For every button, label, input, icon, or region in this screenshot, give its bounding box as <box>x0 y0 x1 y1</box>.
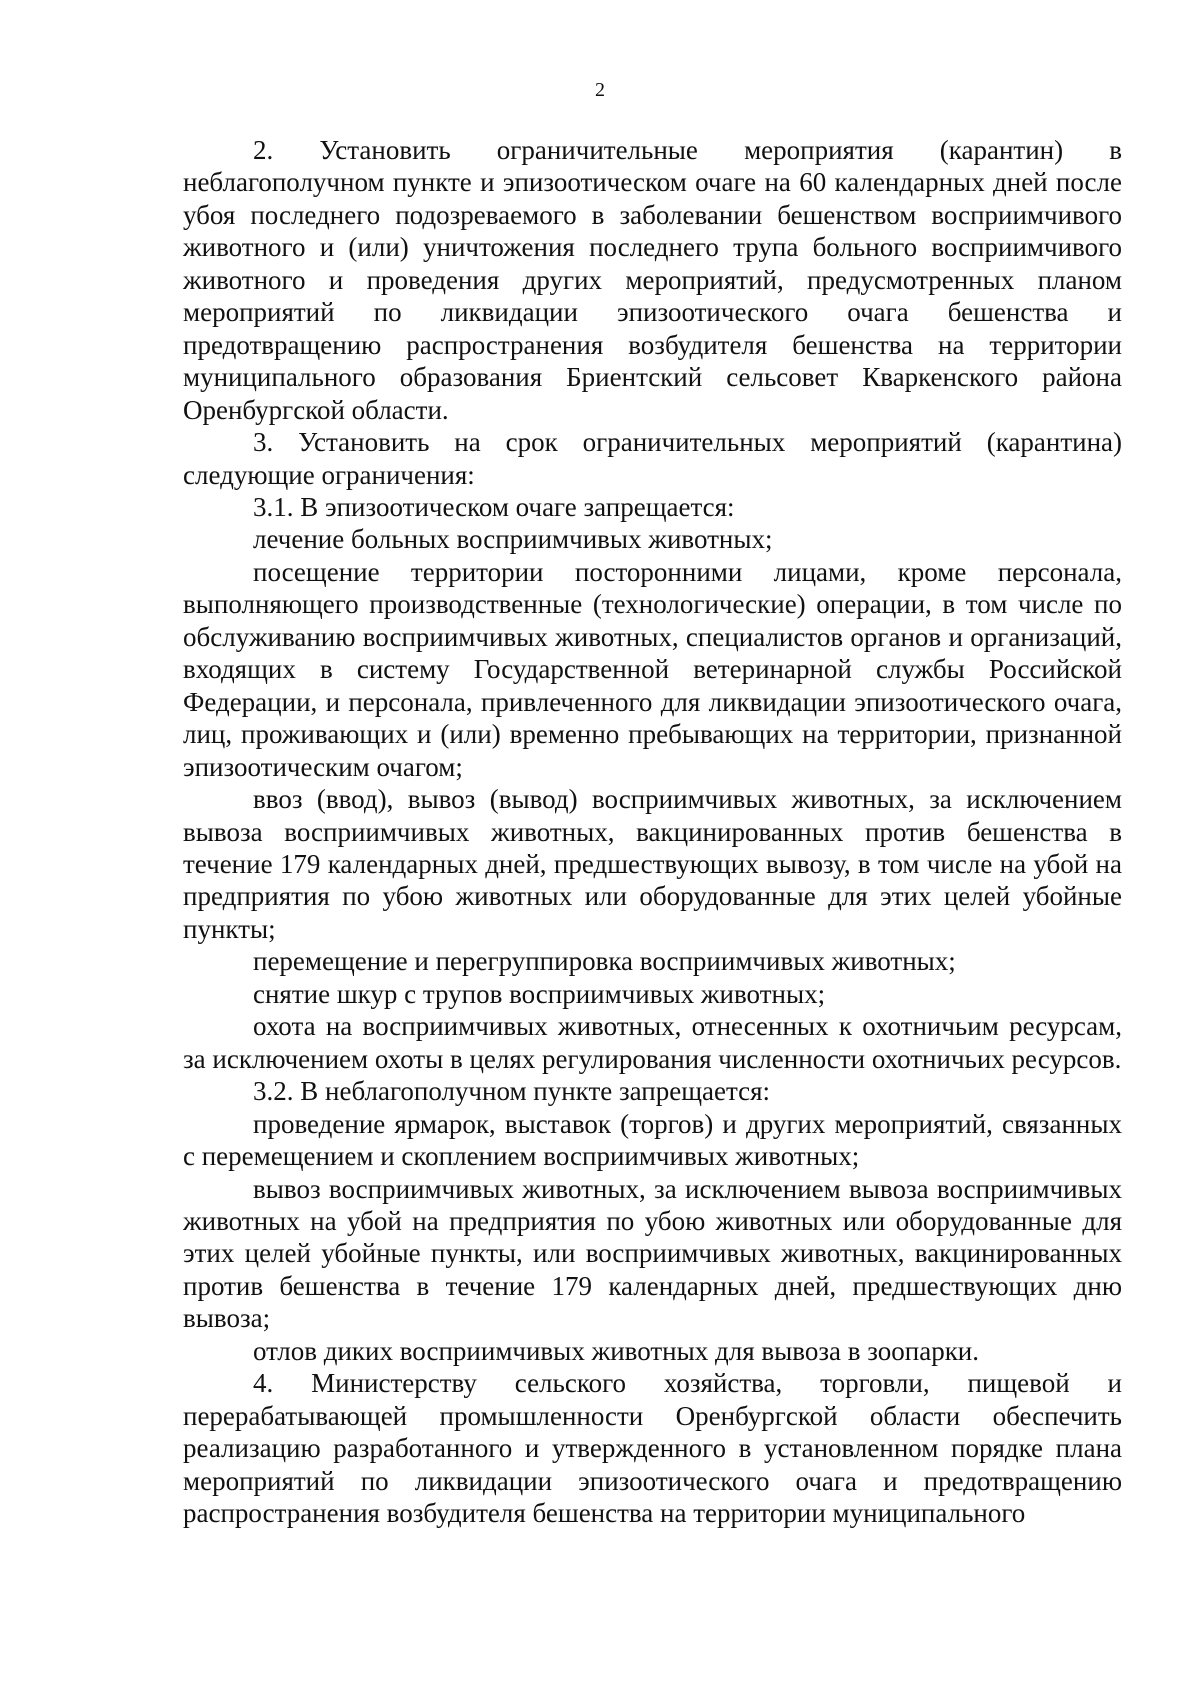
paragraph-quarantine-terms: 2. Установить ограничительные мероприятия (карантин) в неблагополучном пункте и эпизоотическом очаге на 60 календарных дней после убоя последнего подозреваемого в заболевании бешенством восприимчивого животного и (или) уничтожения последнего трупа больного восприимчивого животного и проведения других мероприятий, предусмотренных планом мероприятий по ликвидации эпизоотического очага бешенства и предотвращению распространения возбудителя бешенства на территории муниципального образования Бриентский сельсовет Кваркенского района Оренбургской области. <box>183 135 1122 425</box>
paragraph-treatment-ban: лечение больных восприимчивых животных; <box>253 524 773 555</box>
paragraph-ministry-duty: 4. Министерству сельского хозяйства, торговли, пищевой и перерабатывающей промышленности Оренбургской области обеспечить реализацию разработанного и утвержденного в установленном порядке плана мероприятий по ликвидации эпизоотического очага и предотвращению распространения возбудителя бешенства на территории муниципального <box>183 1368 1122 1529</box>
paragraph-point-heading: 3.2. В неблагополучном пункте запрещается: <box>253 1076 770 1107</box>
paragraph-fairs-ban: проведение ярмарок, выставок (торгов) и других мероприятий, связанных с перемещением и скоплением восприимчивых животных; <box>183 1108 1122 1172</box>
page-number: 2 <box>595 79 605 101</box>
paragraph-visit-ban: посещение территории посторонними лицами, кроме персонала, выполняющего производственные (технологические) операции, в том числе по обслуживанию восприимчивых животных, специалистов органов и организаций, входящих в систему Государственной ветеринарной службы Российской Федерации, и персонала, привлеченного для ликвидации эпизоотического очага, лиц, проживающих и (или) временно пребывающих на территории, признанной эпизоотическим очагом; <box>183 556 1122 782</box>
document-body <box>183 134 1122 1529</box>
paragraph-hunting-ban: охота на восприимчивых животных, отнесенных к охотничьим ресурсам, за исключением охоты в целях регулирования численности охотничьих ресурсов. <box>183 1011 1122 1074</box>
paragraph-import-export-ban: ввоз (ввод), вывоз (вывод) восприимчивых животных, за исключением вывоза восприимчивых животных, вакцинированных против бешенства в течение 179 календарных дней, предшествующих вывозу, в том числе на убой на предприятия по убою животных или оборудованные для этих целей убойные пункты; <box>183 784 1122 944</box>
paragraph-removal-ban: вывоз восприимчивых животных, за исключением вывоза восприимчивых животных на убой на предприятия по убою животных или оборудованные для этих целей убойные пункты, или восприимчивых животных, вакцинированных против бешенства в течение 179 календарных дней, предшествующих дню вывоза; <box>183 1173 1122 1334</box>
paragraph-zoo-capture-ban: отлов диких восприимчивых животных для вывоза в зоопарки. <box>253 1335 980 1366</box>
paragraph-focus-heading: 3.1. В эпизоотическом очаге запрещается: <box>253 491 735 522</box>
paragraph-restrictions-intro: 3. Установить на срок ограничительных мероприятий (карантина) следующие ограничения: <box>183 427 1122 490</box>
paragraph-skinning-ban: снятие шкур с трупов восприимчивых животных; <box>253 978 826 1009</box>
paragraph-regrouping-ban: перемещение и перегруппировка восприимчивых животных; <box>253 946 956 977</box>
